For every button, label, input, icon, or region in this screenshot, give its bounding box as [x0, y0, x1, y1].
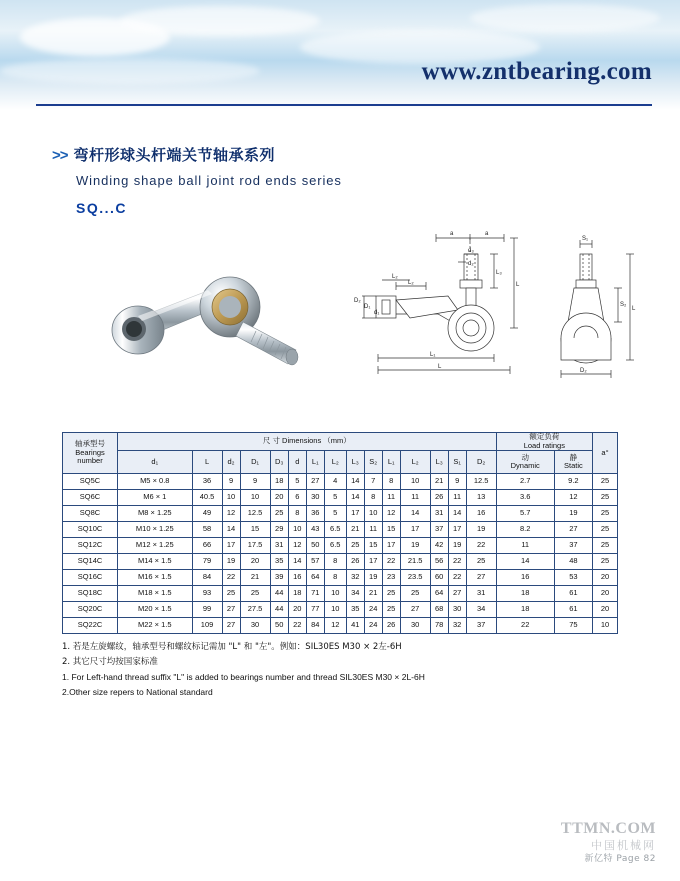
table-row	[63, 586, 618, 602]
cell-bearing-number: SQ16C	[63, 570, 118, 586]
cell-value: 18	[288, 586, 306, 602]
table-row	[63, 506, 618, 522]
cell-value: 36	[306, 506, 324, 522]
cell-value: 99	[192, 602, 222, 618]
cell-value: 30	[400, 618, 430, 634]
cell-value: 19	[222, 554, 240, 570]
cell-value: 22	[448, 570, 466, 586]
cell-value: 10	[222, 490, 240, 506]
cell-bearing-number: SQ10C	[63, 522, 118, 538]
svg-text:L₁: L₁	[430, 352, 436, 358]
cell-value: 64	[306, 570, 324, 586]
cell-value: 27	[306, 474, 324, 490]
page-number: 新亿特 Page 82	[584, 853, 656, 864]
cell-value: 71	[306, 586, 324, 602]
cell-value: 26	[430, 490, 448, 506]
cell-value: 16	[466, 506, 496, 522]
cell-bearing-number: SQ5C	[63, 474, 118, 490]
cell-value: 27	[466, 570, 496, 586]
svg-text:D₁: D₁	[364, 304, 371, 310]
table-row	[63, 490, 618, 506]
cell-value: M8 × 1.25	[118, 506, 193, 522]
cell-value: 9.2	[554, 474, 592, 490]
cell-value: 5.7	[496, 506, 554, 522]
cell-value: 16	[288, 570, 306, 586]
cell-value: 25	[593, 490, 618, 506]
cell-value: 24	[364, 602, 382, 618]
cell-value: 14	[222, 522, 240, 538]
th-dim-5: D₃	[270, 451, 288, 474]
cloud-decoration	[470, 4, 660, 32]
cell-value: 15	[364, 538, 382, 554]
cell-value: 18	[496, 602, 554, 618]
cell-value: 17	[400, 522, 430, 538]
svg-text:L: L	[516, 282, 520, 288]
table-row	[63, 554, 618, 570]
footer-watermark	[561, 819, 656, 865]
cell-value: 56	[430, 554, 448, 570]
cell-value: 61	[554, 602, 592, 618]
cell-bearing-number: SQ18C	[63, 586, 118, 602]
table-row	[63, 522, 618, 538]
th-dim-7: L₁	[306, 451, 324, 474]
th-dimensions-group: 尺 寸 Dimensions （mm）	[118, 433, 497, 451]
cell-value: 36	[192, 474, 222, 490]
cell-value: 42	[430, 538, 448, 554]
cell-value: 25	[382, 586, 400, 602]
cell-value: 13	[466, 490, 496, 506]
th-dim-14: S₁	[448, 451, 466, 474]
cell-value: 14	[496, 554, 554, 570]
cell-value: 58	[192, 522, 222, 538]
cell-value: 30	[240, 618, 270, 634]
cell-value: 10	[400, 474, 430, 490]
cell-value: 21.5	[400, 554, 430, 570]
cell-value: 9	[240, 474, 270, 490]
th-load-group	[496, 433, 592, 451]
th-dim-6: d	[288, 451, 306, 474]
cell-value: 5	[288, 474, 306, 490]
cell-value: 17	[448, 522, 466, 538]
cell-value: 30	[306, 490, 324, 506]
svg-text:D₂: D₂	[354, 298, 361, 304]
cell-value: 49	[192, 506, 222, 522]
cell-value: 26	[382, 618, 400, 634]
cell-value: 22	[382, 554, 400, 570]
svg-text:L₂: L₂	[392, 274, 398, 280]
table-row	[63, 570, 618, 586]
cell-value: 93	[192, 586, 222, 602]
cell-value: 12	[222, 506, 240, 522]
cell-value: 15	[382, 522, 400, 538]
cell-value: 7	[364, 474, 382, 490]
cell-value: 18	[270, 474, 288, 490]
cell-value: M5 × 0.8	[118, 474, 193, 490]
cell-value: 50	[270, 618, 288, 634]
page-title-en: Winding shape ball joint rod ends series	[76, 173, 342, 188]
svg-text:d₃: d₃	[468, 248, 474, 254]
cell-value: 25	[466, 554, 496, 570]
cell-value: 31	[270, 538, 288, 554]
th-dim-2: L	[192, 451, 222, 474]
cell-value: 10	[240, 490, 270, 506]
cell-value: 27.5	[240, 602, 270, 618]
cell-value: M12 × 1.25	[118, 538, 193, 554]
cloud-decoration	[0, 58, 260, 84]
cell-value: 10	[364, 506, 382, 522]
cell-value: 27	[448, 586, 466, 602]
th-dim-3: d₂	[222, 451, 240, 474]
cell-value: 41	[346, 618, 364, 634]
cell-value: 78	[430, 618, 448, 634]
svg-text:L: L	[438, 364, 442, 370]
cell-value: 11	[400, 490, 430, 506]
cell-value: 27	[222, 618, 240, 634]
header-banner	[0, 0, 680, 110]
th-dim-9: L₃	[346, 451, 364, 474]
cell-value: 31	[466, 586, 496, 602]
cell-value: 24	[364, 618, 382, 634]
cell-value: 66	[192, 538, 222, 554]
cell-value: 21	[346, 522, 364, 538]
cell-value: 19	[448, 538, 466, 554]
footnote-2-en: 2.Other size repers to National standard	[62, 686, 213, 697]
cell-value: 15	[240, 522, 270, 538]
th-dim-8: L₂	[324, 451, 346, 474]
cell-value: 12	[382, 506, 400, 522]
th-load-static: 静 Static	[554, 451, 592, 474]
cell-value: 6	[288, 490, 306, 506]
footnote-2-cn: 2. 其它尺寸均按国家标准	[62, 656, 158, 667]
th-dim-10: S₂	[364, 451, 382, 474]
cell-value: 14	[346, 474, 364, 490]
cell-value: 17	[364, 554, 382, 570]
table-body	[63, 474, 618, 634]
th-bearing-number-en1: Bearings	[75, 447, 105, 457]
cell-bearing-number: SQ14C	[63, 554, 118, 570]
th-dim-15: D₂	[466, 451, 496, 474]
cell-value: 18	[496, 586, 554, 602]
cell-value: 35	[346, 602, 364, 618]
svg-text:d₂: d₂	[468, 261, 474, 267]
cell-value: 14	[448, 506, 466, 522]
cell-value: 17.5	[240, 538, 270, 554]
table-row	[63, 602, 618, 618]
cell-value: 37	[554, 538, 592, 554]
cell-value: 53	[554, 570, 592, 586]
table-row	[63, 474, 618, 490]
cell-value: 14	[346, 490, 364, 506]
table-subheader-row	[63, 451, 618, 474]
cell-value: 21	[240, 570, 270, 586]
th-bearing-number	[63, 433, 118, 474]
th-dim-13: L₃	[430, 451, 448, 474]
cell-value: 19	[364, 570, 382, 586]
th-dim-12: L₂	[400, 451, 430, 474]
table-row	[63, 618, 618, 634]
cell-value: 68	[430, 602, 448, 618]
cell-value: 40.5	[192, 490, 222, 506]
cell-value: M10 × 1.25	[118, 522, 193, 538]
cell-value: 37	[466, 618, 496, 634]
svg-text:L: L	[632, 306, 636, 312]
cell-value: 23.5	[400, 570, 430, 586]
cell-value: 20	[593, 570, 618, 586]
cell-value: 75	[554, 618, 592, 634]
cell-bearing-number: SQ12C	[63, 538, 118, 554]
cell-value: 21	[430, 474, 448, 490]
cell-value: 23	[382, 570, 400, 586]
cell-value: 35	[270, 554, 288, 570]
cloud-decoration	[120, 6, 320, 36]
cell-value: 64	[430, 586, 448, 602]
cell-value: 5	[324, 490, 346, 506]
cell-value: 8	[324, 554, 346, 570]
cell-value: 32	[448, 618, 466, 634]
cell-value: 14	[288, 554, 306, 570]
cell-value: 17	[222, 538, 240, 554]
svg-text:D₂: D₂	[580, 368, 587, 374]
cell-value: 30	[448, 602, 466, 618]
cell-value: 11	[364, 522, 382, 538]
cell-value: 25	[593, 522, 618, 538]
cell-value: 25	[400, 586, 430, 602]
cell-value: 2.7	[496, 474, 554, 490]
svg-text:L₂: L₂	[408, 280, 414, 286]
cell-value: 27	[554, 522, 592, 538]
cell-value: 22	[496, 618, 554, 634]
cell-value: M14 × 1.5	[118, 554, 193, 570]
svg-text:S₁: S₁	[582, 236, 589, 242]
cell-value: 20	[240, 554, 270, 570]
footnotes	[62, 640, 622, 700]
cell-value: 12	[554, 490, 592, 506]
cell-value: 21	[364, 586, 382, 602]
product-photo	[60, 232, 310, 382]
th-alpha: a°	[593, 433, 618, 474]
cell-bearing-number: SQ22C	[63, 618, 118, 634]
cell-value: 8	[382, 474, 400, 490]
cell-value: 60	[430, 570, 448, 586]
technical-drawings	[318, 218, 648, 388]
cell-value: 25	[382, 602, 400, 618]
cell-value: 84	[306, 618, 324, 634]
cell-value: 17	[346, 506, 364, 522]
svg-text:a: a	[485, 231, 489, 237]
cell-value: 27	[400, 602, 430, 618]
cell-value: 22	[222, 570, 240, 586]
th-load-cn: 额定负荷	[529, 432, 560, 441]
watermark-site-cn: 中国机械网	[591, 839, 656, 852]
cell-value: 3.6	[496, 490, 554, 506]
cell-value: 25	[270, 506, 288, 522]
svg-text:d₁: d₁	[374, 310, 380, 316]
th-dim-11: L₁	[382, 451, 400, 474]
cell-value: 26	[346, 554, 364, 570]
cell-value: 34	[346, 586, 364, 602]
cell-value: 11	[496, 538, 554, 554]
cell-value: 19	[554, 506, 592, 522]
cell-value: 48	[554, 554, 592, 570]
cell-value: 37	[430, 522, 448, 538]
th-dim-4: D₁	[240, 451, 270, 474]
cell-value: 22	[448, 554, 466, 570]
svg-text:S₂: S₂	[620, 302, 627, 308]
cell-value: 57	[306, 554, 324, 570]
cell-value: 44	[270, 586, 288, 602]
cell-value: 5	[324, 506, 346, 522]
watermark-site: TTMN.COM	[560, 820, 656, 837]
th-load-en: Load ratings	[523, 440, 565, 450]
cell-value: M6 × 1	[118, 490, 193, 506]
cell-value: 22	[288, 618, 306, 634]
cell-value: M22 × 1.5	[118, 618, 193, 634]
cell-value: 6.5	[324, 522, 346, 538]
cell-value: 8	[324, 570, 346, 586]
specification-table-wrapper	[62, 432, 618, 634]
cell-value: 61	[554, 586, 592, 602]
cell-value: 16	[496, 570, 554, 586]
cell-value: 17	[382, 538, 400, 554]
cell-value: 9	[222, 474, 240, 490]
cell-value: 43	[306, 522, 324, 538]
cell-value: 4	[324, 474, 346, 490]
cell-value: 50	[306, 538, 324, 554]
cell-value: 39	[270, 570, 288, 586]
footnote-1-cn: 1. 若是左旋螺纹，轴承型号和螺纹标记需加 "L" 和 "左"。例如：SIL30ES M30 × 2左-6H	[62, 642, 402, 652]
cell-value: 12.5	[240, 506, 270, 522]
footnote-1-en: 1. For Left-hand thread suffix "L" is added to bearings number and thread SIL30ES M30 × 2L-6H	[62, 671, 425, 682]
svg-text:L₃: L₃	[496, 270, 502, 276]
cell-value: 44	[270, 602, 288, 618]
cell-value: M16 × 1.5	[118, 570, 193, 586]
cell-value: 10	[324, 602, 346, 618]
cell-value: M18 × 1.5	[118, 586, 193, 602]
cell-value: 32	[346, 570, 364, 586]
cell-value: 10	[288, 522, 306, 538]
cell-value: 79	[192, 554, 222, 570]
cell-value: 29	[270, 522, 288, 538]
cell-value: 14	[400, 506, 430, 522]
cell-value: 9	[448, 474, 466, 490]
page-title-cn: 弯杆形球头杆端关节轴承系列	[73, 146, 276, 164]
cell-value: 25	[593, 554, 618, 570]
cell-value: 20	[593, 602, 618, 618]
cell-value: 77	[306, 602, 324, 618]
cell-value: 11	[448, 490, 466, 506]
th-bearing-number-cn: 轴承型号	[75, 439, 105, 449]
cell-value: 25	[593, 538, 618, 554]
cell-value: 10	[593, 618, 618, 634]
cell-value: 11	[382, 490, 400, 506]
cell-value: 31	[430, 506, 448, 522]
cell-value: 12	[288, 538, 306, 554]
cell-value: 25	[346, 538, 364, 554]
cell-value: 20	[288, 602, 306, 618]
title-block	[52, 144, 612, 216]
header-divider	[36, 104, 652, 106]
th-dim-1: d₁	[118, 451, 193, 474]
cell-value: 8	[288, 506, 306, 522]
cell-value: 27	[222, 602, 240, 618]
table-row	[63, 538, 618, 554]
cell-value: 20	[593, 586, 618, 602]
cell-bearing-number: SQ20C	[63, 602, 118, 618]
th-load-dynamic: 动 Dynamic	[496, 451, 554, 474]
cell-value: 10	[324, 586, 346, 602]
double-chevron-icon: >>	[52, 147, 68, 164]
cell-value: 8	[364, 490, 382, 506]
cell-value: 25	[593, 506, 618, 522]
cell-value: 25	[593, 474, 618, 490]
cell-bearing-number: SQ6C	[63, 490, 118, 506]
cell-value: 19	[400, 538, 430, 554]
specification-table	[62, 432, 618, 634]
cell-value: 25	[222, 586, 240, 602]
cell-value: 25	[240, 586, 270, 602]
cell-value: M20 × 1.5	[118, 602, 193, 618]
cell-value: 84	[192, 570, 222, 586]
svg-text:a: a	[450, 231, 454, 237]
cell-value: 20	[270, 490, 288, 506]
cell-value: 22	[466, 538, 496, 554]
cell-value: 8.2	[496, 522, 554, 538]
cell-value: 109	[192, 618, 222, 634]
cell-value: 12	[324, 618, 346, 634]
cell-bearing-number: SQ8C	[63, 506, 118, 522]
cell-value: 6.5	[324, 538, 346, 554]
cell-value: 34	[466, 602, 496, 618]
website-url: www.zntbearing.com	[421, 58, 652, 85]
cell-value: 19	[466, 522, 496, 538]
th-bearing-number-en2: number	[77, 456, 103, 466]
cell-value: 12.5	[466, 474, 496, 490]
series-code: SQ...C	[76, 200, 128, 216]
